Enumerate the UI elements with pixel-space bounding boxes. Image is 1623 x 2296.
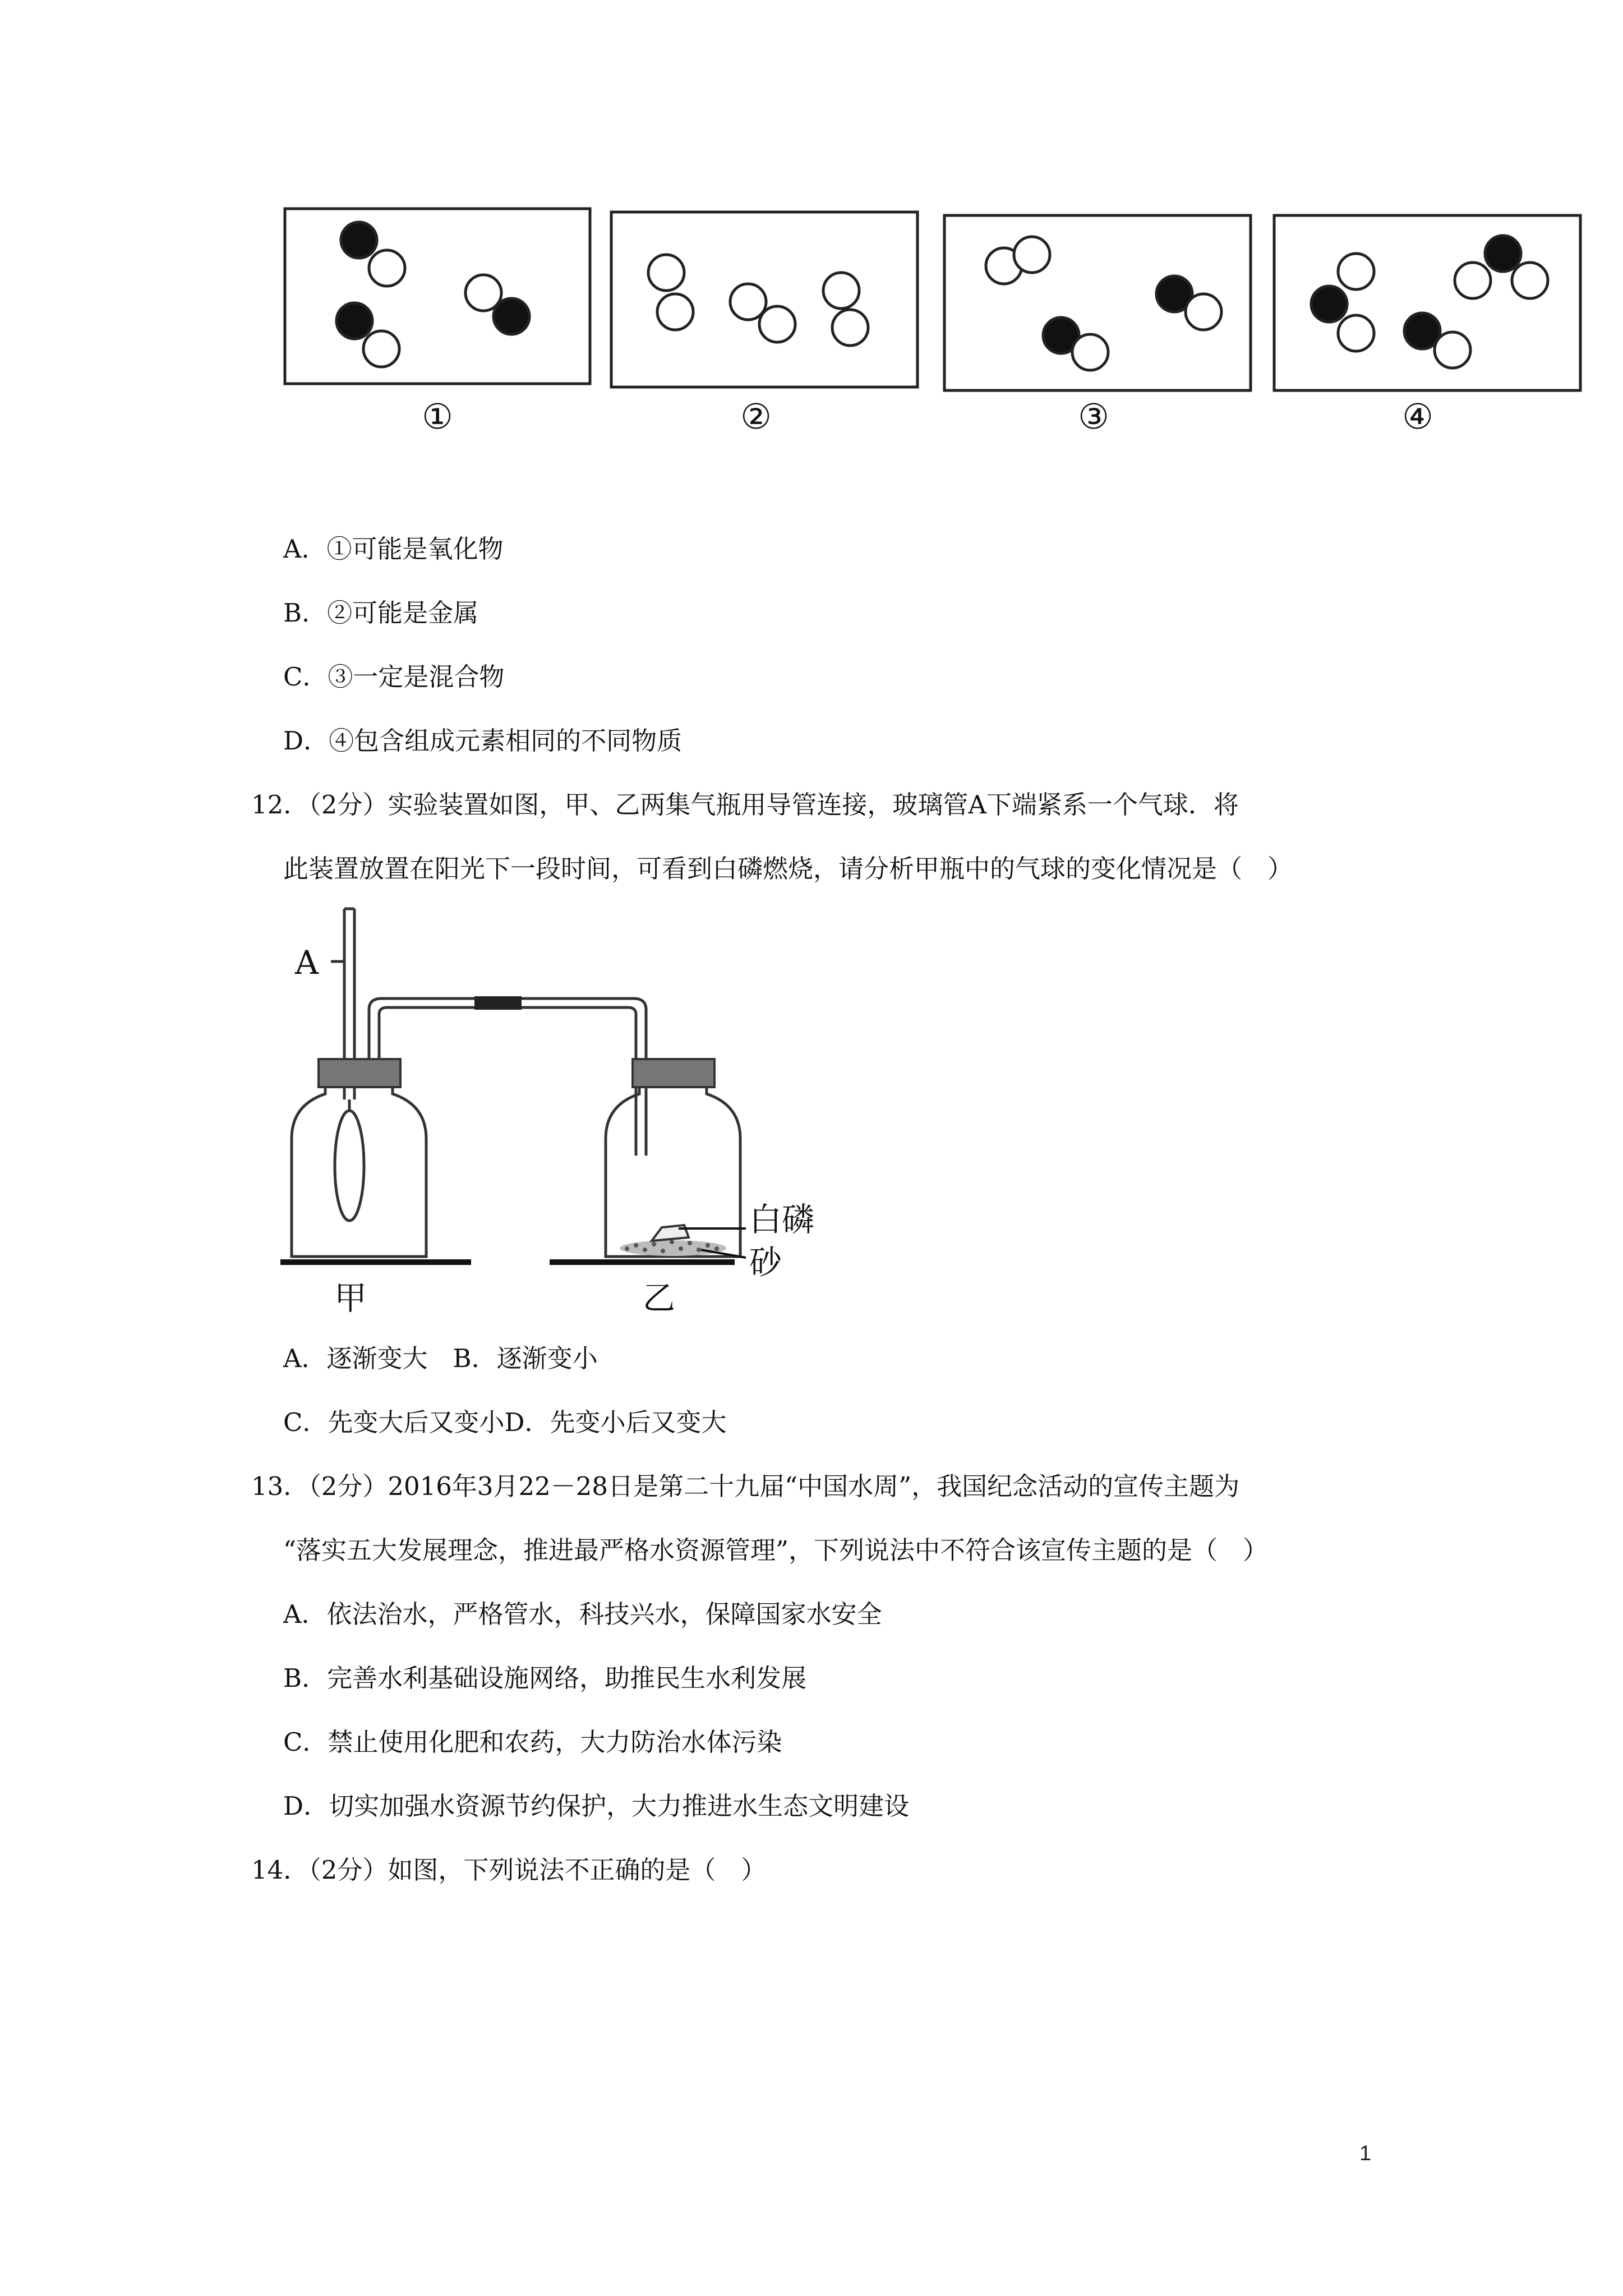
stopper-jia [319,1059,400,1087]
q12-options-line2: C．先变大后又变小D．先变小后又变大 [283,1407,727,1437]
q11-option-b: B．②可能是金属 [283,598,479,628]
label-sand: 砂 [749,1243,782,1281]
q14-stem: 14．（2分）如图，下列说法不正确的是（ ） [251,1855,767,1885]
q13-option-d: D．切实加强水资源节约保护，大力推进水生态文明建设 [283,1791,910,1821]
q13-option-b: B．完善水利基础设施网络，助推民生水利发展 [283,1663,807,1693]
q12-stem-line2: 此装置放置在阳光下一段时间，可看到白磷燃烧，请分析甲瓶中的气球的变化情况是（ ） [283,854,1293,884]
q12-options-line1: A．逐渐变大 B．逐渐变小 [283,1343,598,1373]
box-2-caption: ② [740,396,772,437]
rubber-connector [474,996,522,1010]
label-white-phosphorus: 白磷 [749,1200,815,1239]
stopper-yi [633,1059,714,1087]
q13-option-c: C．禁止使用化肥和农药，大力防治水体污染 [283,1727,782,1757]
q11-option-c: C．③一定是混合物 [283,662,505,692]
box-3-caption: ③ [1078,396,1109,437]
q13-stem-line1: 13．（2分）2016年3月22－28日是第二十九届“中国水周”，我国纪念活动的宣传主题为 [251,1471,1240,1501]
label-a: A [295,944,319,982]
box-1-caption: ① [422,396,453,437]
label-jia: 甲 [334,1279,367,1317]
q13-stem-line2: “落实五大发展理念，推进最严格水资源管理”，下列说法中不符合该宣传主题的是（ ） [283,1535,1269,1565]
box-4-caption: ④ [1402,396,1433,437]
q13-option-a: A．依法治水，严格管水，科技兴水，保障国家水安全 [283,1599,882,1629]
q12-stem-line1: 12．（2分）实验装置如图，甲、乙两集气瓶用导管连接，玻璃管A下端紧系一个气球．将 [251,790,1239,820]
label-yi: 乙 [643,1279,676,1317]
q11-option-d: D．④包含组成元素相同的不同物质 [283,726,683,756]
page-number: 1 [1359,2142,1372,2165]
q11-option-a: A．①可能是氧化物 [283,534,504,564]
sand-pile [620,1240,726,1256]
